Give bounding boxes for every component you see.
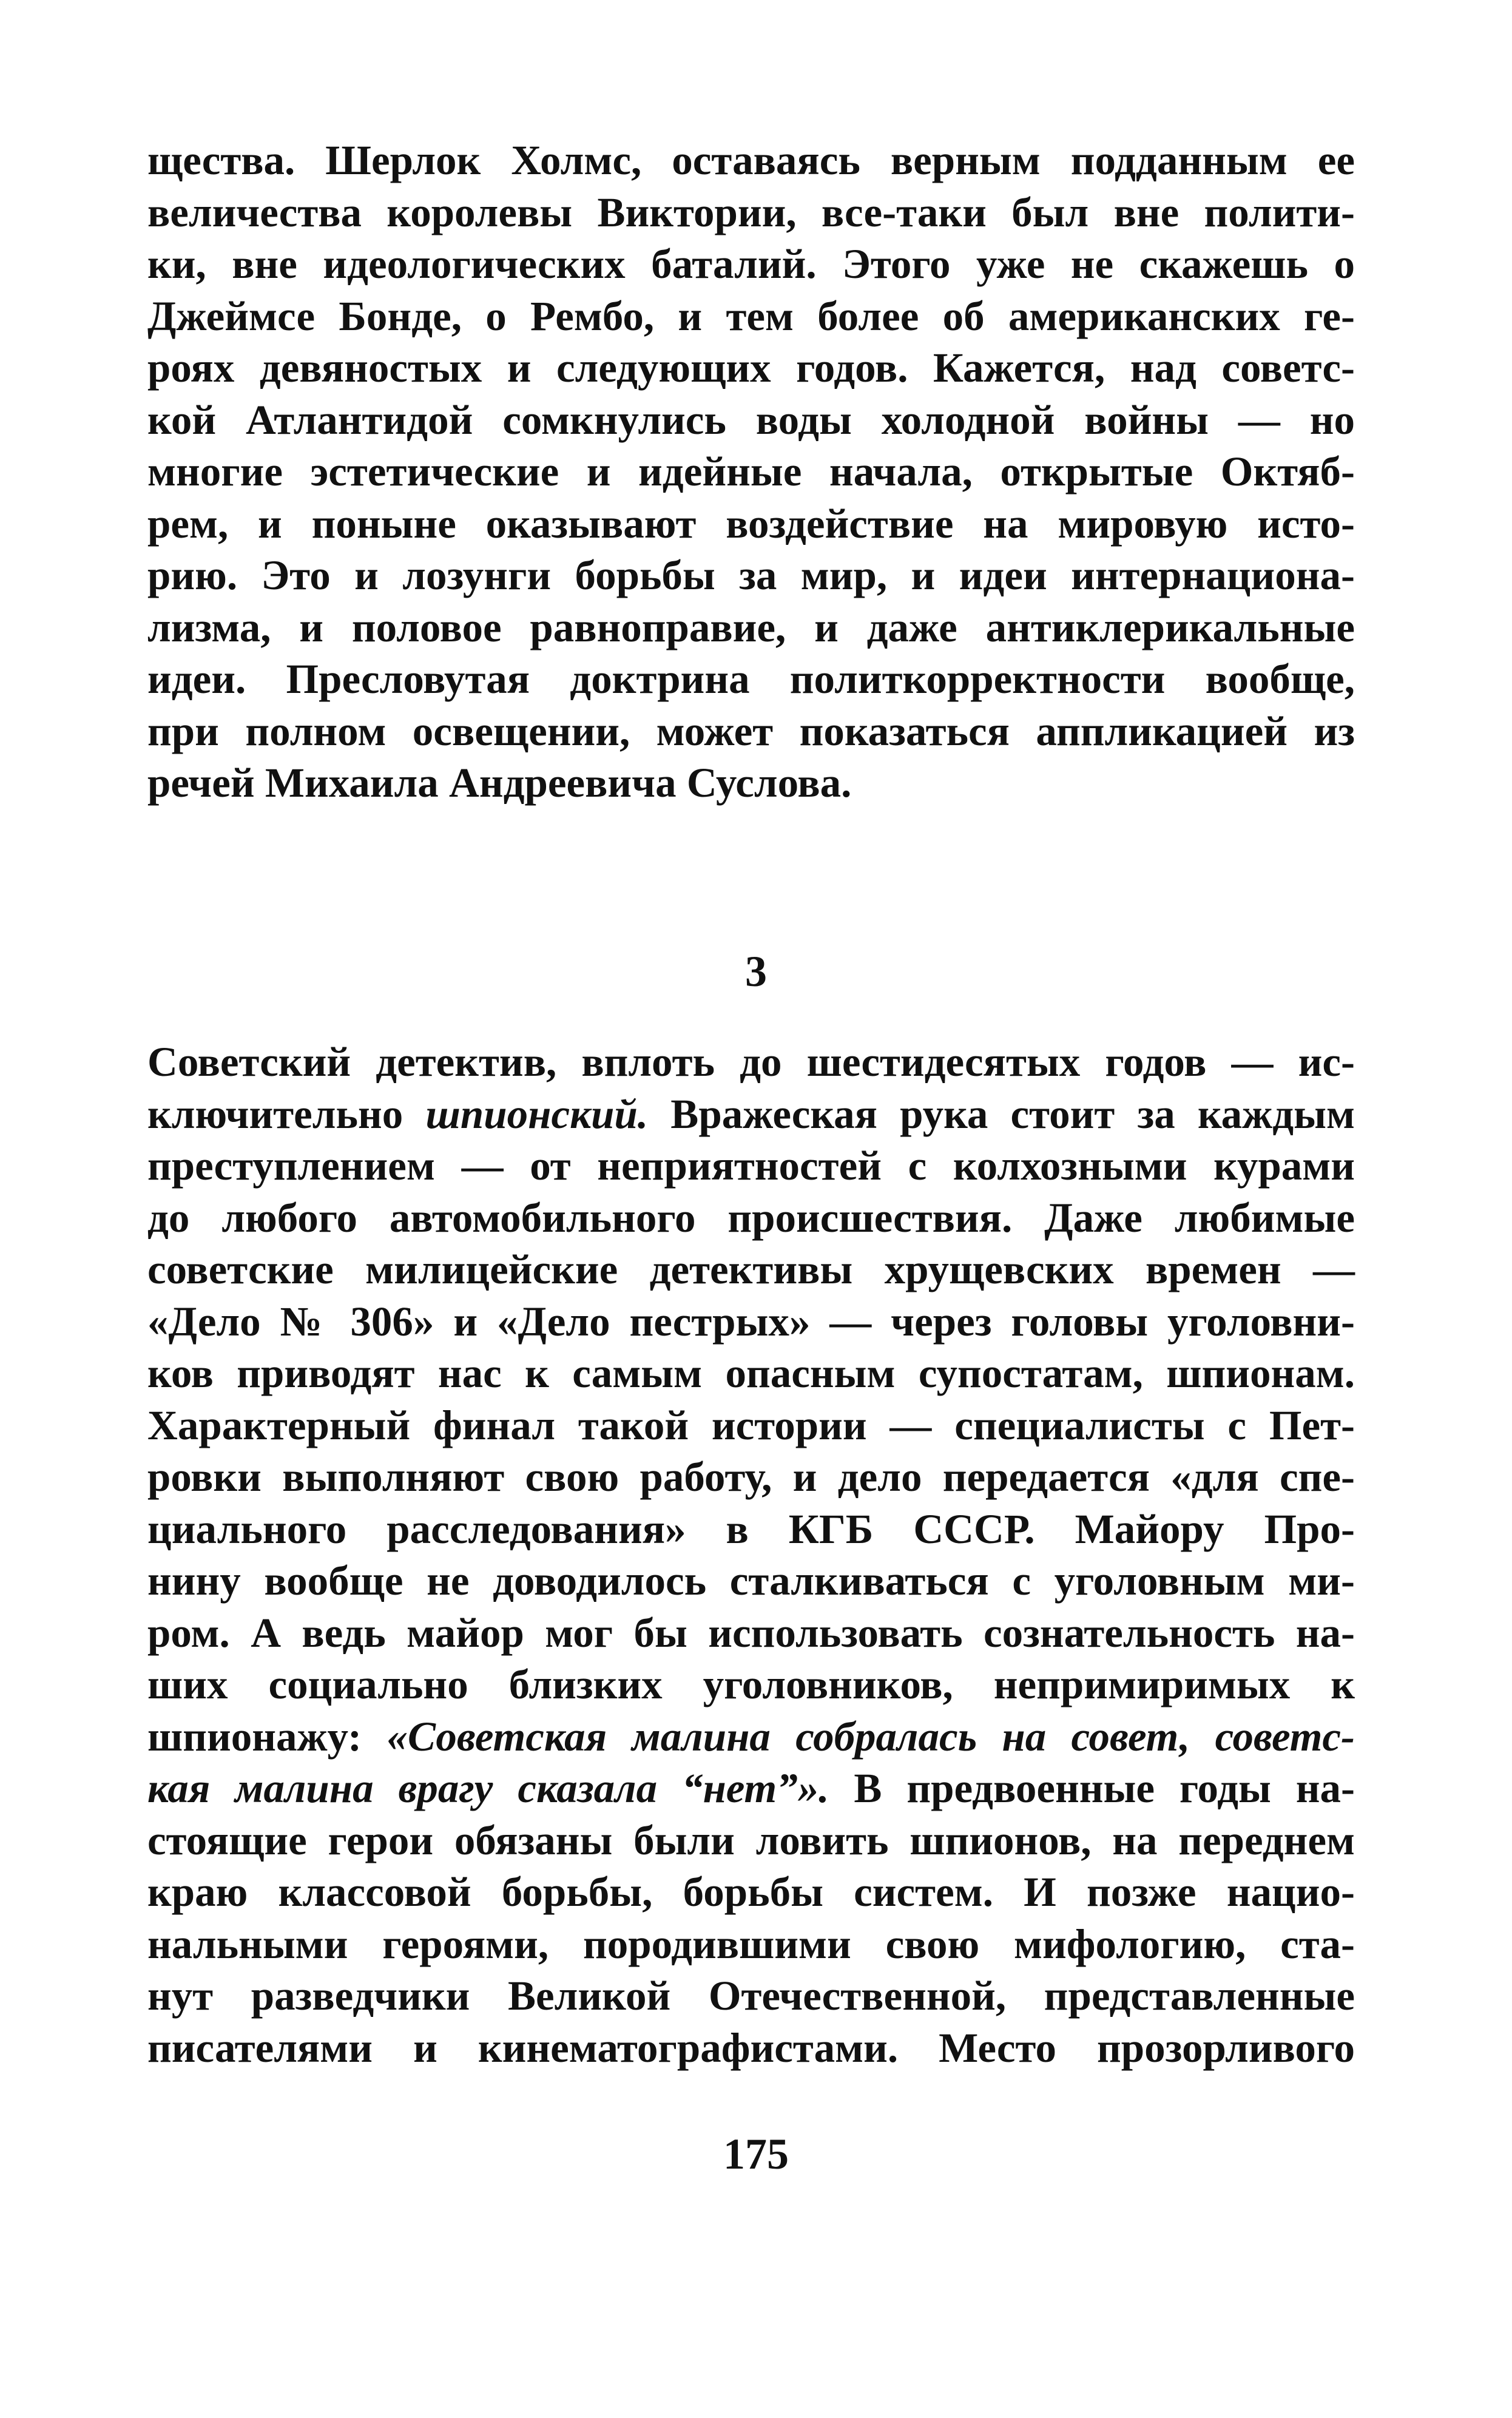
text-line: рию. Это и лозунги борьбы за мир, и идеи интернациона- — [147, 552, 1355, 598]
text-line — [147, 1763, 1355, 1815]
text-line: преступлением — от неприятностей с колхозными курами — [147, 1143, 1355, 1189]
text-run: Вражеская рука стоит за каждым — [648, 1090, 1355, 1137]
text-line: ших социально близких уголовников, непримиримых к — [147, 1661, 1355, 1707]
text-line: лизма, и половое равноправие, и даже антиклерикальные — [147, 604, 1355, 650]
text-line — [147, 1711, 1355, 1763]
text-line: до любого автомобильного происшествия. Даже любимые — [147, 1194, 1355, 1241]
text-line: ровки выполняют свою работу, и дело передается «для спе- — [147, 1454, 1355, 1500]
text-line: ки, вне идеологических баталий. Этого уже не скажешь о — [147, 241, 1355, 287]
italic-term: шпионский. — [425, 1090, 649, 1137]
text-run: шпионажу: — [147, 1713, 387, 1760]
text-line: нальными героями, породившими свою мифологию, ста- — [147, 1920, 1355, 1967]
text-line: Советский детектив, вплоть до шестидесятых годов — ис- — [147, 1039, 1355, 1085]
text-line: нут разведчики Великой Отечественной, представленные — [147, 1973, 1355, 2019]
page-number: 175 — [723, 2130, 789, 2178]
text-line: ков приводят нас к самым опасным супостатам, шпионам. — [147, 1350, 1355, 1396]
text-line: идеи. Пресловутая доктрина политкорректности вообще, — [147, 656, 1355, 702]
text-line: величества королевы Виктории, все-таки был вне полити- — [147, 189, 1355, 235]
paragraph-main — [147, 1036, 1355, 2074]
text-line: писателями и кинематографистами. Место прозорливого — [147, 2024, 1355, 2071]
text-line: Джеймсе Бонде, о Рембо, и тем более об американских ге- — [147, 292, 1355, 339]
text-line: Характерный финал такой истории — специалисты с Пет- — [147, 1402, 1355, 1448]
text-line: краю классовой борьбы, борьбы систем. И позже нацио- — [147, 1869, 1355, 1915]
text-line: при полном освещении, может показаться аппликацией из — [147, 708, 1355, 754]
text-run: В предвоенные годы на- — [829, 1765, 1355, 1811]
section-number: 3 — [745, 947, 767, 996]
text-line: нину вообще не доводилось сталкиваться с уголовным ми- — [147, 1558, 1355, 1604]
text-run: ключительно — [147, 1090, 426, 1137]
text-line: роях девяностых и следующих годов. Кажется, над советс- — [147, 345, 1355, 391]
text-line: «Дело № 306» и «Дело пестрых» — через головы уголовни- — [147, 1298, 1355, 1345]
italic-quote: кая малина врагу сказала “нет”». — [147, 1765, 829, 1811]
text-line: речей Михаила Андреевича Суслова. — [147, 760, 852, 806]
text-line — [147, 1089, 1355, 1141]
paragraph-top — [147, 135, 1355, 809]
text-line: ром. А ведь майор мог бы использовать сознательность на- — [147, 1609, 1355, 1656]
text-line: советские милицейские детективы хрущевских времен — — [147, 1246, 1355, 1292]
text-line: стоящие герои обязаны были ловить шпионов, на переднем — [147, 1817, 1355, 1863]
text-line: кой Атлантидой сомкнулись воды холодной войны — но — [147, 396, 1355, 443]
text-line: щества. Шерлок Холмс, оставаясь верным подданным ее — [147, 137, 1355, 183]
text-line: циального расследования» в КГБ СССР. Майору Про- — [147, 1505, 1355, 1552]
italic-quote: «Советская малина собралась на совет, советс- — [386, 1713, 1355, 1760]
text-line: многие эстетические и идейные начала, открытые Октяб- — [147, 448, 1355, 495]
text-line: рем, и поныне оказывают воздействие на мировую исто- — [147, 500, 1355, 547]
